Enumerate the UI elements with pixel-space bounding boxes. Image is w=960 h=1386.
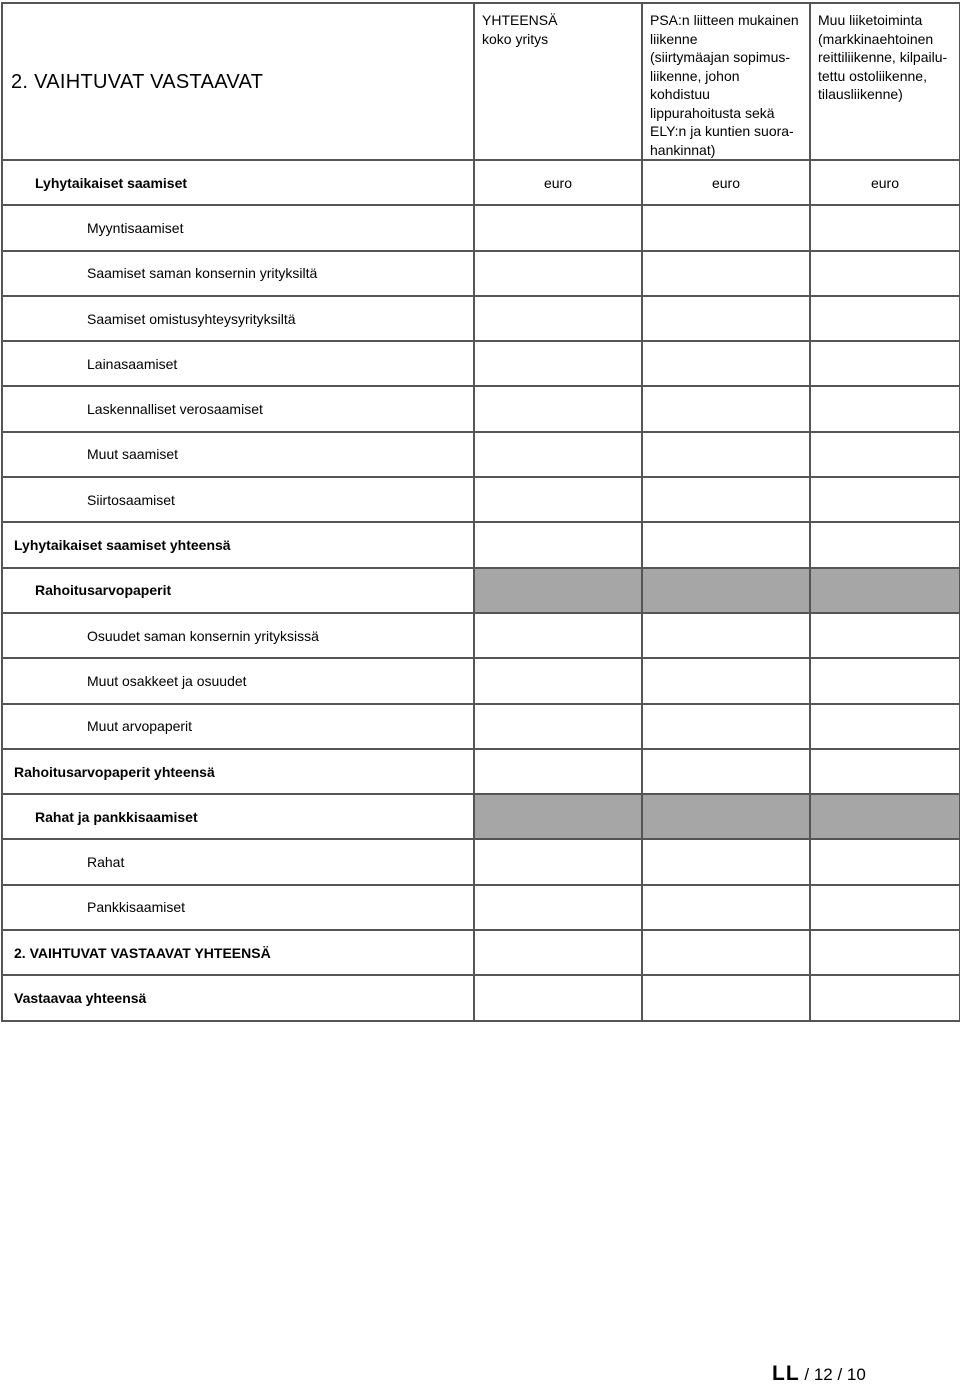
input-cell-psa[interactable] (642, 930, 810, 975)
input-cell-total[interactable] (474, 885, 642, 930)
input-cell-other[interactable] (810, 658, 960, 703)
row-label: Muut arvopaperit (87, 718, 193, 735)
row-label: Muut saamiset (87, 446, 179, 463)
shaded-cell (642, 568, 810, 613)
table-row (2, 477, 960, 522)
row-label: Rahoitusarvopaperit (35, 582, 172, 599)
row-label: Muut osakkeet ja osuudet (87, 672, 247, 689)
input-cell-total[interactable] (474, 341, 642, 386)
row-label: Myyntisaamiset (87, 219, 184, 236)
row-label: Rahoitusarvopaperit yhteensä (14, 763, 215, 780)
table-row (2, 749, 960, 794)
input-cell-psa[interactable] (642, 885, 810, 930)
row-label: Laskennalliset verosaamiset (87, 401, 263, 418)
row-label-cell (2, 568, 474, 613)
row-label: Lyhytaikaiset saamiset yhteensä (14, 537, 231, 554)
row-label-cell (2, 794, 474, 839)
input-cell-total[interactable] (474, 930, 642, 975)
shaded-cell (810, 794, 960, 839)
input-cell-total[interactable] (474, 704, 642, 749)
input-cell-other[interactable] (810, 839, 960, 884)
input-cell-psa[interactable] (642, 341, 810, 386)
input-cell-psa[interactable] (642, 205, 810, 250)
input-cell-total[interactable] (474, 975, 642, 1020)
column-header-other-text: Muu liiketoiminta (markkinaehtoinen reittiliikenne, kilpailu- tettu ostoliikenne, tilausliikenne) (818, 12, 948, 102)
table-row (2, 839, 960, 884)
table-row (2, 613, 960, 658)
input-cell-total[interactable] (474, 477, 642, 522)
input-cell-other[interactable] (810, 432, 960, 477)
row-label: Saamiset saman konsernin yrityksiltä (87, 265, 318, 282)
input-cell-total[interactable] (474, 658, 642, 703)
table-row (2, 930, 960, 975)
input-cell-other[interactable] (810, 205, 960, 250)
row-label-cell (2, 839, 474, 884)
table-row (2, 568, 960, 613)
table-row (2, 522, 960, 567)
unit-label: euro (870, 174, 900, 191)
input-cell-psa[interactable] (642, 704, 810, 749)
row-label: Vastaavaa yhteensä (14, 989, 147, 1006)
input-cell-total[interactable] (474, 251, 642, 296)
column-header-total (474, 3, 642, 160)
column-header-other (810, 3, 960, 160)
input-cell-other[interactable] (810, 975, 960, 1020)
row-label: Rahat (87, 854, 125, 871)
row-label: Siirtosaamiset (87, 491, 175, 508)
table-row (2, 296, 960, 341)
input-cell-psa[interactable] (642, 658, 810, 703)
table-row (2, 160, 960, 205)
input-cell-other[interactable] (810, 251, 960, 296)
column-header-psa (642, 3, 810, 160)
table-row (2, 251, 960, 296)
row-label-cell (2, 658, 474, 703)
input-cell-other[interactable] (810, 477, 960, 522)
unit-label: euro (543, 174, 573, 191)
column-header-psa-text: PSA:n liitteen mukainen liikenne (siirtymäajan sopimus- liikenne, johon kohdistuu lippurahoitusta sekä ELY:n ja kuntien suora- hankinnat) (650, 12, 799, 158)
row-label-cell (2, 251, 474, 296)
unit-cell-other (810, 160, 960, 205)
input-cell-other[interactable] (810, 341, 960, 386)
row-label: 2. VAIHTUVAT VASTAAVAT YHTEENSÄ (14, 944, 271, 961)
table-row (2, 885, 960, 930)
input-cell-other[interactable] (810, 522, 960, 567)
input-cell-total[interactable] (474, 432, 642, 477)
shaded-cell (474, 568, 642, 613)
table-row (2, 341, 960, 386)
row-label-cell (2, 613, 474, 658)
row-label-cell (2, 432, 474, 477)
unit-label: euro (711, 174, 741, 191)
input-cell-psa[interactable] (642, 975, 810, 1020)
input-cell-psa[interactable] (642, 386, 810, 431)
input-cell-psa[interactable] (642, 522, 810, 567)
table-row (2, 794, 960, 839)
row-label-cell (2, 386, 474, 431)
row-label: Pankkisaamiset (87, 899, 186, 916)
row-label: Lainasaamiset (87, 355, 178, 372)
row-label-cell (2, 975, 474, 1020)
input-cell-other[interactable] (810, 885, 960, 930)
page-footer (772, 1362, 866, 1386)
table-row (2, 432, 960, 477)
input-cell-psa[interactable] (642, 749, 810, 794)
input-cell-total[interactable] (474, 749, 642, 794)
input-cell-other[interactable] (810, 930, 960, 975)
row-label-cell (2, 477, 474, 522)
unit-cell-total (474, 160, 642, 205)
input-cell-psa[interactable] (642, 613, 810, 658)
input-cell-psa[interactable] (642, 432, 810, 477)
row-label-cell (2, 296, 474, 341)
row-label-cell (2, 341, 474, 386)
input-cell-other[interactable] (810, 386, 960, 431)
row-label-cell (2, 749, 474, 794)
input-cell-other[interactable] (810, 296, 960, 341)
table-row (2, 975, 960, 1020)
input-cell-psa[interactable] (642, 477, 810, 522)
row-label-cell (2, 522, 474, 567)
input-cell-psa[interactable] (642, 839, 810, 884)
row-label-cell (2, 205, 474, 250)
column-header-total-text: YHTEENSÄ koko yritys (482, 12, 558, 47)
balance-sheet-form (1, 2, 960, 1022)
row-label-cell (2, 160, 474, 205)
table-row (2, 658, 960, 703)
page-number: / 12 / 10 (804, 1365, 866, 1384)
input-cell-total[interactable] (474, 522, 642, 567)
input-cell-other[interactable] (810, 749, 960, 794)
row-label: Osuudet saman konsernin yrityksissä (87, 627, 319, 644)
shaded-cell (810, 568, 960, 613)
row-label: Saamiset omistusyhteysyrityksiltä (87, 310, 296, 327)
input-cell-other[interactable] (810, 613, 960, 658)
row-label: Lyhytaikaiset saamiset (35, 174, 188, 191)
input-cell-total[interactable] (474, 613, 642, 658)
row-label-cell (2, 930, 474, 975)
table-row (2, 704, 960, 749)
input-cell-total[interactable] (474, 386, 642, 431)
row-label-cell (2, 885, 474, 930)
input-cell-total[interactable] (474, 205, 642, 250)
form-title (2, 3, 474, 160)
table-row (2, 386, 960, 431)
form-title-text: 2. VAIHTUVAT VASTAAVAT (11, 70, 264, 93)
shaded-cell (642, 794, 810, 839)
row-label: Rahat ja pankkisaamiset (35, 808, 198, 825)
header-row (2, 3, 960, 160)
unit-cell-psa (642, 160, 810, 205)
input-cell-other[interactable] (810, 704, 960, 749)
input-cell-total[interactable] (474, 839, 642, 884)
table-row (2, 205, 960, 250)
input-cell-psa[interactable] (642, 251, 810, 296)
input-cell-psa[interactable] (642, 296, 810, 341)
row-label-cell (2, 704, 474, 749)
input-cell-total[interactable] (474, 296, 642, 341)
ll-logo: LL (772, 1362, 800, 1385)
shaded-cell (474, 794, 642, 839)
